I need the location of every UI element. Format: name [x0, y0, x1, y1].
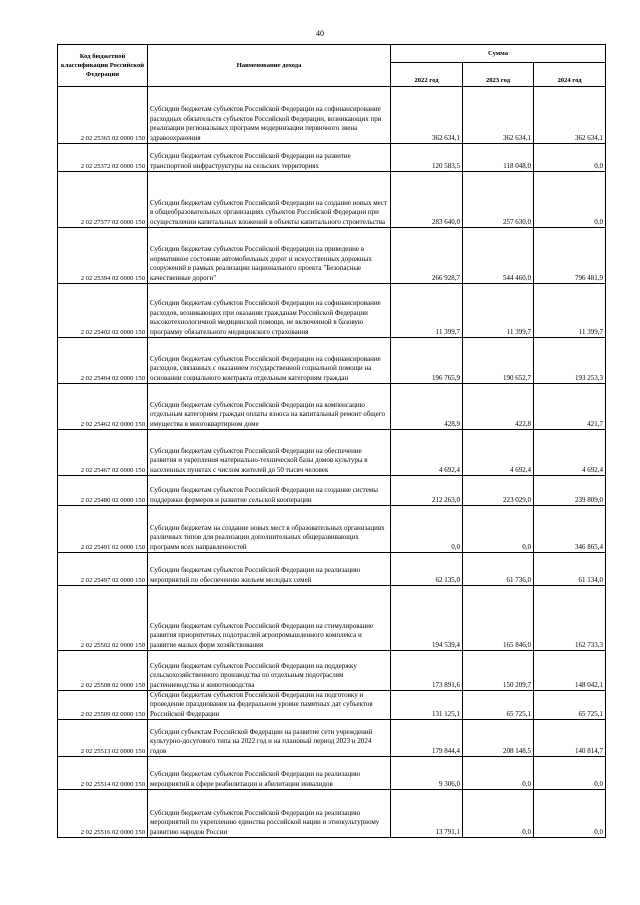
- amount-2022-cell: 120 583,5: [391, 144, 463, 172]
- income-name-cell: Субсидии субъектам Российской Федерации на развитие сети учреждений культурно-досугового типа на 2022 год и на плановый период 2023 и 2024 годов: [148, 720, 391, 757]
- table-row: [58, 228, 606, 284]
- amount-2024-cell: 362 634,1: [534, 87, 606, 144]
- amount-2023-cell: 61 736,0: [463, 553, 534, 586]
- table-row: [58, 476, 606, 506]
- amount-2022-cell: 0,0: [391, 506, 463, 553]
- amount-2024-cell: 65 725,1: [534, 691, 606, 720]
- amount-2024-cell: 239 809,0: [534, 476, 606, 506]
- amount-2024-cell: 346 865,4: [534, 506, 606, 553]
- amount-2023-cell: 0,0: [463, 790, 534, 838]
- budget-code-cell: 2 02 25491 02 0000 150: [58, 506, 148, 553]
- year-header-2024: 2024 год: [534, 63, 606, 87]
- income-name-cell: Субсидии бюджетам субъектов Российской Федерации на развитие транспортной инфраструктуры на сельских территориях: [148, 144, 391, 172]
- amount-2022-cell: 362 634,1: [391, 87, 463, 144]
- income-name-cell: Субсидии бюджетам субъектов Российской Федерации на реализацию мероприятий в сфере реабилитации и абилитации инвалидов: [148, 757, 391, 790]
- budget-code-cell: 2 02 25502 02 0000 150: [58, 586, 148, 651]
- amount-2024-cell: 162 733,3: [534, 586, 606, 651]
- amount-2024-cell: 0,0: [534, 757, 606, 790]
- amount-2022-cell: 428,9: [391, 384, 463, 430]
- amount-2023-cell: 0,0: [463, 757, 534, 790]
- table-row: [58, 87, 606, 144]
- budget-code-cell: 2 02 25509 02 0000 150: [58, 691, 148, 720]
- code-column-header: Код бюджетной классификации Российской Федерации: [58, 45, 148, 87]
- amount-2023-cell: 544 460,0: [463, 228, 534, 284]
- table-row: [58, 553, 606, 586]
- table-row: [58, 506, 606, 553]
- table-body: [58, 87, 606, 838]
- budget-code-cell: 2 02 25372 02 0000 150: [58, 144, 148, 172]
- income-name-cell: Субсидии бюджетам субъектов Российской Федерации на реализацию мероприятий по обеспечению жильем молодых семей: [148, 553, 391, 586]
- table-row: [58, 790, 606, 838]
- budget-code-cell: 2 02 25516 02 0000 150: [58, 790, 148, 838]
- amount-2023-cell: 11 399,7: [463, 284, 534, 338]
- amount-2024-cell: 11 399,7: [534, 284, 606, 338]
- table-row: [58, 338, 606, 384]
- amount-2022-cell: 212 263,0: [391, 476, 463, 506]
- budget-code-cell: 2 02 25508 02 0000 150: [58, 651, 148, 691]
- amount-2023-cell: 422,8: [463, 384, 534, 430]
- revenue-table: [57, 44, 606, 838]
- table-row: [58, 144, 606, 172]
- amount-2023-cell: 257 630,0: [463, 172, 534, 228]
- year-header-2023: 2023 год: [463, 63, 534, 87]
- income-name-cell: Субсидии бюджетам субъектов Российской Федерации на создание системы поддержки фермеров и развитие сельской кооперации: [148, 476, 391, 506]
- amount-2024-cell: 4 692,4: [534, 430, 606, 476]
- income-name-cell: Субсидии бюджетам субъектов Российской Федерации на компенсацию отдельным категориям граждан оплаты взноса на капитальный ремонт общего имущества в многоквартирном доме: [148, 384, 391, 430]
- amount-2023-cell: 4 692,4: [463, 430, 534, 476]
- amount-2023-cell: 165 846,0: [463, 586, 534, 651]
- income-name-cell: Субсидии бюджетам субъектов Российской Федерации на софинансирование расходов, возникающих при оказании гражданам Российской Федерации высокотехнологичной медицинской помощи, не включенной в базовую программу обязательного медицинского страхования: [148, 284, 391, 338]
- amount-2023-cell: 190 652,7: [463, 338, 534, 384]
- amount-2022-cell: 62 135,0: [391, 553, 463, 586]
- amount-2022-cell: 9 306,0: [391, 757, 463, 790]
- amount-2023-cell: 362 634,1: [463, 87, 534, 144]
- table-row: [58, 651, 606, 691]
- amount-2022-cell: 131 125,1: [391, 691, 463, 720]
- year-header-2022: 2022 год: [391, 63, 463, 87]
- table-row: [58, 720, 606, 757]
- table-row: [58, 586, 606, 651]
- amount-2024-cell: 193 253,3: [534, 338, 606, 384]
- amount-2023-cell: 0,0: [463, 506, 534, 553]
- amount-2024-cell: 140 814,7: [534, 720, 606, 757]
- amount-2024-cell: 0,0: [534, 790, 606, 838]
- amount-2024-cell: 796 481,9: [534, 228, 606, 284]
- amount-2022-cell: 196 765,9: [391, 338, 463, 384]
- budget-code-cell: 2 02 25404 02 0000 150: [58, 338, 148, 384]
- income-name-cell: Субсидии бюджетам субъектов Российской Федерации на обеспечение развития и укрепления материально-технической базы домов культуры в населенных пунктах с числом жителей до 50 тысяч человек: [148, 430, 391, 476]
- budget-code-cell: 2 02 25497 02 0000 150: [58, 553, 148, 586]
- amount-2024-cell: 421,7: [534, 384, 606, 430]
- amount-2023-cell: 223 029,0: [463, 476, 534, 506]
- amount-2024-cell: 148 042,1: [534, 651, 606, 691]
- amount-2022-cell: 173 891,6: [391, 651, 463, 691]
- amount-2023-cell: 118 048,0: [463, 144, 534, 172]
- page-number: 40: [316, 29, 324, 38]
- amount-2022-cell: 266 928,7: [391, 228, 463, 284]
- table-row: [58, 284, 606, 338]
- amount-2022-cell: 4 692,4: [391, 430, 463, 476]
- amount-2024-cell: 61 134,0: [534, 553, 606, 586]
- income-name-cell: Субсидии бюджетам субъектов Российской Федерации на поддержку сельскохозяйственного производства по отдельным подотраслям растениеводства и животноводства: [148, 651, 391, 691]
- budget-code-cell: 2 02 25365 02 0000 150: [58, 87, 148, 144]
- amount-2024-cell: 0,0: [534, 144, 606, 172]
- sum-column-header: Сумма: [391, 45, 606, 63]
- budget-code-cell: 2 02 25394 02 0000 150: [58, 228, 148, 284]
- income-name-cell: Субсидии бюджетам субъектов Российской Федерации на стимулирование развития приоритетных подотраслей агропромышленного комплекса и развитие малых форм хозяйствования: [148, 586, 391, 651]
- name-column-header: Наименование дохода: [148, 45, 391, 87]
- amount-2023-cell: 150 209,7: [463, 651, 534, 691]
- budget-code-cell: 2 02 25480 02 0000 150: [58, 476, 148, 506]
- income-name-cell: Субсидии бюджетам субъектов Российской Федерации на создание новых мест в общеобразовательных организациях субъектов Российской Федерации при осуществлении капитальных вложений в объекты капитального строительства: [148, 172, 391, 228]
- amount-2022-cell: 283 640,0: [391, 172, 463, 228]
- income-name-cell: Субсидии бюджетам субъектов Российской Федерации на приведение в нормативное состояние автомобильных дорог и искусственных дорожных сооружений в рамках реализации национального проекта "Безопасные качественные дороги": [148, 228, 391, 284]
- table-row: [58, 757, 606, 790]
- budget-code-cell: 2 02 25402 02 0000 150: [58, 284, 148, 338]
- table-row: [58, 172, 606, 228]
- amount-2022-cell: 11 399,7: [391, 284, 463, 338]
- table-row: [58, 430, 606, 476]
- budget-code-cell: 2 02 25514 02 0000 150: [58, 757, 148, 790]
- table-row: [58, 691, 606, 720]
- income-name-cell: Субсидии бюджетам субъектов Российской Федерации на реализацию мероприятий по укреплению единства российской нации и этнокультурному развитию народов России: [148, 790, 391, 838]
- income-name-cell: Субсидии бюджетам субъектов Российской Федерации на софинансирование расходов, связанных с оказанием государственной социальной помощи на основании социального контракта отдельным категориям граждан: [148, 338, 391, 384]
- amount-2022-cell: 194 539,4: [391, 586, 463, 651]
- budget-code-cell: 2 02 25513 02 0000 150: [58, 720, 148, 757]
- amount-2022-cell: 179 844,4: [391, 720, 463, 757]
- budget-code-cell: 2 02 25467 02 0000 150: [58, 430, 148, 476]
- amount-2023-cell: 208 148,5: [463, 720, 534, 757]
- budget-code-cell: 2 02 25462 02 0000 150: [58, 384, 148, 430]
- amount-2022-cell: 13 791,1: [391, 790, 463, 838]
- income-name-cell: Субсидии бюджетам на создание новых мест в образовательных организациях различных типов для реализации дополнительных общеразвивающих программ всех направленностей: [148, 506, 391, 553]
- budget-code-cell: 2 02 27377 02 0000 150: [58, 172, 148, 228]
- table-row: [58, 384, 606, 430]
- income-name-cell: Субсидии бюджетам субъектов Российской Федерации на подготовку и проведение празднования на федеральном уровне памятных дат субъектов Российской Федерации: [148, 691, 391, 720]
- amount-2024-cell: 0,0: [534, 172, 606, 228]
- amount-2023-cell: 65 725,1: [463, 691, 534, 720]
- income-name-cell: Субсидии бюджетам субъектов Российской Федерации на софинансирование расходных обязательств субъектов Российской Федерации, возникающих при реализации региональных программ модернизации первичного звена здравоохранения: [148, 87, 391, 144]
